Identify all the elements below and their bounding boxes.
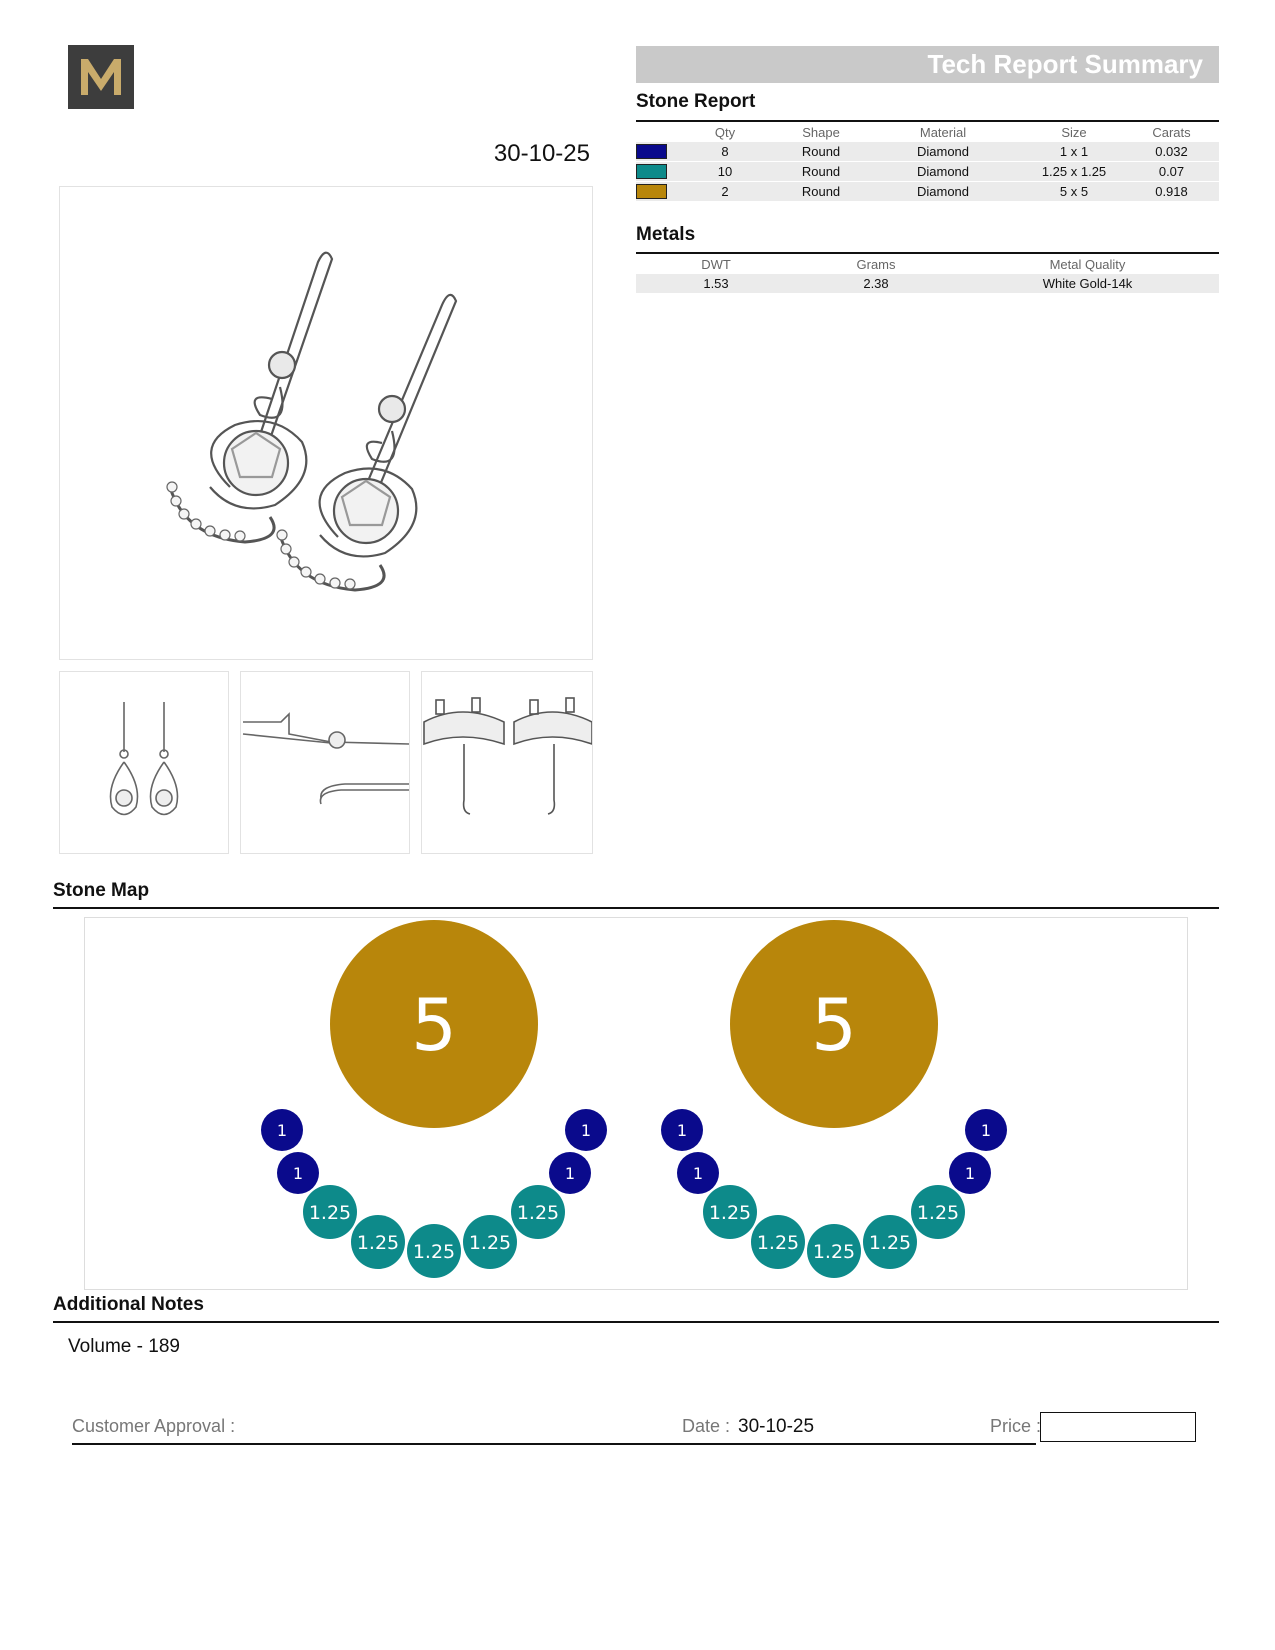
stone-map-canvas bbox=[85, 918, 1187, 1289]
report-title: Tech Report Summary bbox=[927, 49, 1203, 79]
color-swatch bbox=[636, 144, 667, 159]
metals-header-row bbox=[636, 255, 1219, 274]
additional-notes-title: Additional Notes bbox=[53, 1294, 204, 1315]
medium-stone-label: 1.25 bbox=[868, 1231, 912, 1254]
medium-stone bbox=[303, 1185, 357, 1239]
center-stone-label: 5 bbox=[411, 982, 457, 1067]
medium-stone-label: 1.25 bbox=[708, 1201, 752, 1224]
center-stone-label: 5 bbox=[811, 982, 857, 1067]
grams-header: Grams bbox=[856, 257, 896, 272]
medium-stone bbox=[407, 1224, 461, 1278]
price-field[interactable] bbox=[1040, 1412, 1196, 1442]
stone-report-table bbox=[636, 123, 1219, 201]
carats-header: Carats bbox=[1152, 125, 1191, 140]
medium-stone-label: 1.25 bbox=[308, 1201, 352, 1224]
medium-stone-label: 1.25 bbox=[412, 1240, 456, 1263]
metal-quality-header: Metal Quality bbox=[1049, 257, 1126, 272]
color-header bbox=[636, 123, 670, 142]
additional-notes-rule bbox=[53, 1321, 1219, 1323]
small-stone-label: 1 bbox=[580, 1120, 592, 1140]
stone-map-rule bbox=[53, 907, 1219, 909]
table-row bbox=[636, 162, 1219, 182]
center-stone bbox=[330, 920, 538, 1128]
grams-cell: 2.38 bbox=[863, 276, 889, 291]
approval-date-value: 30-10-25 bbox=[738, 1416, 815, 1437]
thumbnail-top-view bbox=[421, 671, 593, 854]
small-stone-label: 1 bbox=[676, 1120, 688, 1140]
size-cell: 1 x 1 bbox=[1059, 144, 1089, 159]
carats-cell: 0.07 bbox=[1124, 162, 1219, 182]
carats-cell: 0.032 bbox=[1155, 144, 1188, 159]
small-stone-label: 1 bbox=[292, 1163, 304, 1183]
small-stone-label: 1 bbox=[964, 1163, 976, 1183]
color-cell bbox=[636, 162, 670, 182]
material-cell: Diamond bbox=[916, 144, 970, 159]
approval-signature-line[interactable] bbox=[72, 1443, 1036, 1445]
table-row bbox=[636, 142, 1219, 162]
report-title-bar bbox=[636, 46, 1219, 83]
small-stone bbox=[565, 1109, 607, 1151]
stone-report-header-row bbox=[636, 123, 1219, 142]
small-stone-label: 1 bbox=[980, 1120, 992, 1140]
size-cell: 1.25 x 1.25 bbox=[1024, 162, 1124, 182]
metals-title: Metals bbox=[636, 224, 696, 245]
material-header: Material bbox=[919, 125, 967, 140]
qty-cell: 2 bbox=[670, 182, 780, 202]
small-stone-label: 1 bbox=[276, 1120, 288, 1140]
small-stone bbox=[261, 1109, 303, 1151]
stone-map bbox=[84, 917, 1188, 1290]
medium-stone bbox=[351, 1215, 405, 1269]
color-cell bbox=[636, 182, 670, 202]
small-stone bbox=[661, 1109, 703, 1151]
medium-stone bbox=[863, 1215, 917, 1269]
color-swatch bbox=[636, 164, 667, 179]
shape-cell: Round bbox=[780, 162, 862, 182]
customer-approval-label: Customer Approval : bbox=[72, 1416, 236, 1436]
thumbnail-side-view bbox=[240, 671, 410, 854]
shape-header: Shape bbox=[802, 125, 840, 140]
metals-table bbox=[636, 255, 1219, 293]
shape-cell: Round bbox=[780, 182, 862, 202]
qty-header: Qty bbox=[714, 125, 736, 140]
medium-stone bbox=[463, 1215, 517, 1269]
medium-stone-label: 1.25 bbox=[812, 1240, 856, 1263]
size-cell: 5 x 5 bbox=[1024, 182, 1124, 202]
table-row bbox=[636, 182, 1219, 202]
logo-m-mark bbox=[68, 45, 134, 109]
carats-cell: 0.918 bbox=[1124, 182, 1219, 202]
medium-stone bbox=[911, 1185, 965, 1239]
center-stone bbox=[730, 920, 938, 1128]
qty-cell: 8 bbox=[721, 144, 729, 159]
stone-report-title: Stone Report bbox=[636, 91, 756, 112]
dwt-cell: 1.53 bbox=[703, 276, 729, 291]
medium-stone-label: 1.25 bbox=[916, 1201, 960, 1224]
shape-cell: Round bbox=[801, 144, 841, 159]
date-label: Date : bbox=[682, 1416, 731, 1436]
medium-stone-label: 1.25 bbox=[756, 1231, 800, 1254]
price-label: Price : bbox=[990, 1416, 1042, 1436]
medium-stone bbox=[703, 1185, 757, 1239]
report-date: 30-10-25 bbox=[493, 140, 590, 167]
size-header: Size bbox=[1061, 125, 1087, 140]
medium-stone-label: 1.25 bbox=[356, 1231, 400, 1254]
small-stone bbox=[965, 1109, 1007, 1151]
medium-stone bbox=[511, 1185, 565, 1239]
medium-stone bbox=[807, 1224, 861, 1278]
metals-rule bbox=[636, 252, 1219, 254]
thumbnail-front-view bbox=[59, 671, 229, 854]
small-stone-label: 1 bbox=[692, 1163, 704, 1183]
stone-map-title: Stone Map bbox=[53, 880, 150, 901]
small-stone-label: 1 bbox=[564, 1163, 576, 1183]
small-stone bbox=[677, 1152, 719, 1194]
material-cell: Diamond bbox=[862, 182, 1024, 202]
small-stone bbox=[949, 1152, 991, 1194]
medium-stone bbox=[751, 1215, 805, 1269]
qty-cell: 10 bbox=[670, 162, 780, 182]
dwt-header: DWT bbox=[701, 257, 731, 272]
medium-stone-label: 1.25 bbox=[516, 1201, 560, 1224]
color-swatch bbox=[636, 184, 667, 199]
stone-report-rule bbox=[636, 120, 1219, 122]
metal-quality-cell: White Gold-14k bbox=[1042, 276, 1133, 291]
material-cell: Diamond bbox=[862, 162, 1024, 182]
company-logo bbox=[68, 45, 134, 109]
table-row bbox=[636, 274, 1219, 293]
color-cell bbox=[636, 142, 670, 162]
medium-stone-label: 1.25 bbox=[468, 1231, 512, 1254]
main-product-image bbox=[59, 186, 593, 660]
small-stone bbox=[549, 1152, 591, 1194]
small-stone bbox=[277, 1152, 319, 1194]
additional-notes-text: Volume - 189 bbox=[68, 1336, 180, 1357]
